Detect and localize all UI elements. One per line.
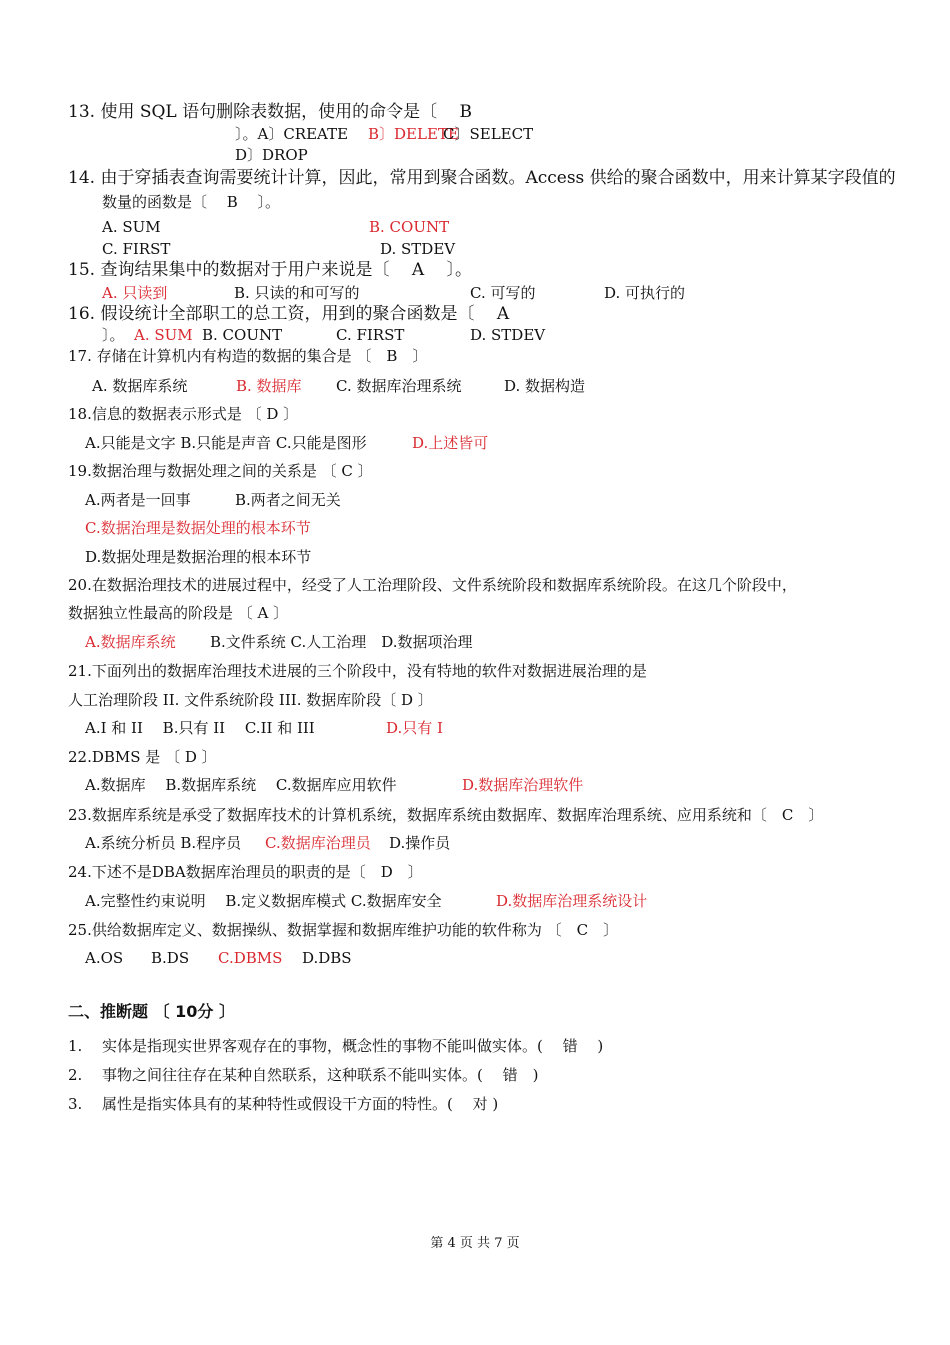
- q17-option-b-answer: B. 数据库: [236, 377, 302, 395]
- q24-options-abc: A.完整性约束说明 B.定义数据库模式 C.数据库安全: [85, 892, 442, 910]
- q19-option-b: B.两者之间无关: [235, 491, 341, 509]
- q18-option-d-answer: D.上述皆可: [412, 434, 489, 452]
- q14-stem-cont: 数量的函数是〔 B 〕。: [102, 193, 281, 211]
- tf-item-text: 属性是指实体具有的某种特性或假设干方面的特性。( 对 ): [102, 1095, 499, 1113]
- q24-option-d-answer: D.数据库治理系统设计: [496, 892, 648, 910]
- q21-stem: 21.下面列出的数据库治理技术进展的三个阶段中，没有特地的软件对数据进展治理的是: [68, 662, 647, 680]
- q22-option-d-answer: D.数据库治理软件: [462, 776, 584, 794]
- q20-stem: 20.在数据治理技术的进展过程中，经受了人工治理阶段、文件系统阶段和数据库系统阶段。在这几个阶段中，: [68, 576, 797, 594]
- tf-item-text: 实体是指现实世界客观存在的事物，概念性的事物不能叫做实体。( 错 ): [102, 1037, 604, 1055]
- q13-option-a: 〕。A〕CREATE: [235, 125, 349, 143]
- tf-item-number: 1.: [68, 1037, 83, 1055]
- q13-option-d: D〕DROP: [235, 146, 308, 164]
- q16-stem-cont: 〕。: [102, 326, 125, 344]
- q15-option-c: C. 可写的: [470, 284, 536, 302]
- q18-stem: 18.信息的数据表示形式是 〔 D 〕: [68, 405, 299, 423]
- q13-option-b-answer: B〕DELETE: [368, 125, 459, 143]
- q25-option-b: B.DS: [151, 949, 190, 967]
- q23-options-ab: A.系统分析员 B.程序员: [85, 834, 242, 852]
- q16-option-b: B. COUNT: [202, 326, 283, 344]
- q14-option-d: D. STDEV: [380, 240, 456, 258]
- q21-stem-cont: 人工治理阶段 II. 文件系统阶段 III. 数据库阶段〔 D 〕: [68, 691, 433, 709]
- q16-stem: 16. 假设统计全部职工的总工资，用到的聚合函数是〔 A: [68, 304, 510, 324]
- q25-option-a: A.OS: [85, 949, 124, 967]
- q17-option-d: D. 数据构造: [504, 377, 586, 395]
- q25-stem: 25.供给数据库定义、数据操纵、数据掌握和数据库维护功能的软件称为 〔 C 〕: [68, 921, 619, 939]
- q15-stem: 15. 查询结果集中的数据对于用户来说是〔 A 〕。: [68, 260, 473, 280]
- q22-options-abc: A.数据库 B.数据库系统 C.数据库应用软件: [85, 776, 397, 794]
- q16-option-a-answer: A. SUM: [134, 326, 193, 344]
- q24-stem: 24.下述不是DBA数据库治理员的职责的是〔 D 〕: [68, 863, 423, 881]
- q21-options-abc: A.I 和 II B.只有 II C.II 和 III: [85, 719, 315, 737]
- q17-option-a: A. 数据库系统: [92, 377, 188, 395]
- q14-option-a: A. SUM: [102, 218, 161, 236]
- q23-stem: 23.数据库系统是承受了数据库技术的计算机系统，数据库系统由数据库、数据库治理系统、应用系统和〔 C 〕: [68, 806, 824, 824]
- q20-options-bcd: B.文件系统 C.人工治理 D.数据项治理: [210, 633, 473, 651]
- q18-options-abc: A.只能是文字 B.只能是声音 C.只能是图形: [85, 434, 367, 452]
- tf-item-text: 事物之间往往存在某种自然联系，这种联系不能叫实体。( 错 ): [102, 1066, 539, 1084]
- q15-option-d: D. 可执行的: [604, 284, 686, 302]
- section-title: 二、推断题 〔 10分 〕: [68, 1002, 235, 1021]
- page-footer: 第 4 页 共 7 页: [430, 1236, 520, 1251]
- q19-stem: 19.数据治理与数据处理之间的关系是 〔 C 〕: [68, 462, 373, 480]
- q17-option-c: C. 数据库治理系统: [336, 377, 462, 395]
- q15-option-b: B. 只读的和可写的: [234, 284, 360, 302]
- q14-stem: 14. 由于穿插表查询需要统计计算，因此，常用到聚合函数。Access 供给的聚合函数中，用来计算某字段值的: [68, 168, 896, 188]
- q21-option-d-answer: D.只有 I: [386, 719, 443, 737]
- q13-stem: 13. 使用 SQL 语句删除表数据，使用的命令是〔 B: [68, 102, 473, 122]
- q25-option-c-answer: C.DBMS: [218, 949, 283, 967]
- q13-option-c: C〕SELECT: [443, 125, 534, 143]
- q19-option-c-answer: C.数据治理是数据处理的根本环节: [85, 519, 311, 537]
- q19-option-d: D.数据处理是数据治理的根本环节: [85, 548, 312, 566]
- q19-option-a: A.两者是一回事: [85, 491, 191, 509]
- q15-option-a-answer: A. 只读到: [102, 284, 168, 302]
- q20-stem-cont: 数据独立性最高的阶段是 〔 A 〕: [68, 604, 289, 622]
- q16-option-d: D. STDEV: [470, 326, 546, 344]
- q16-option-c: C. FIRST: [336, 326, 405, 344]
- q22-stem: 22.DBMS 是 〔 D 〕: [68, 748, 217, 766]
- q23-option-c-answer: C.数据库治理员: [265, 834, 371, 852]
- q14-option-b-answer: B. COUNT: [369, 218, 450, 236]
- q20-option-a-answer: A.数据库系统: [85, 633, 176, 651]
- q25-option-d: D.DBS: [302, 949, 352, 967]
- q14-option-c: C. FIRST: [102, 240, 171, 258]
- q23-option-d: D.操作员: [389, 834, 451, 852]
- q17-stem: 17. 存储在计算机内有构造的数据的集合是 〔 B 〕: [68, 347, 428, 365]
- tf-item-number: 2.: [68, 1066, 83, 1084]
- tf-item-number: 3.: [68, 1095, 83, 1113]
